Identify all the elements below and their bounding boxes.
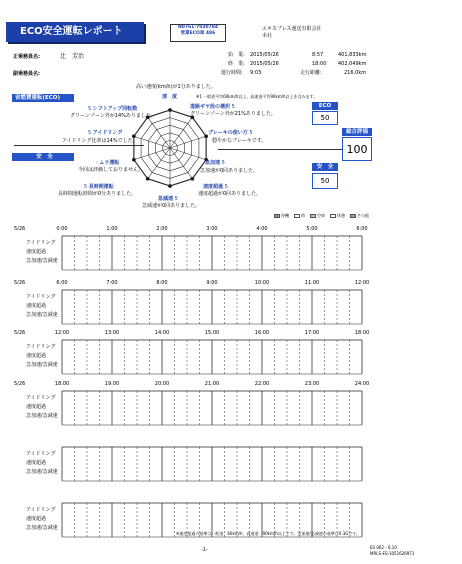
start-odometer: 401,833km [338, 52, 367, 58]
legend-item [350, 213, 369, 218]
radar-spoke [148, 117, 170, 148]
end-label: 終 業: [228, 61, 245, 67]
radar-point [168, 108, 171, 111]
timeline-hour-label: 3:00 [206, 226, 218, 232]
eco-section-tag: 省燃費運転(ECO) [12, 94, 74, 102]
footer-note: ※速度超過の基準は一般道：60km/h、高速道：90km/h以上です。急加速/急減速の基準は0.3Gです。 [176, 531, 360, 536]
report-title: ECO安全運転レポート [6, 22, 144, 42]
timeline-hour-label: 10:00 [254, 280, 270, 286]
timeline-hour-label: 6:00 [356, 226, 368, 232]
timeline-row-label: アイドリング [26, 294, 56, 300]
radar-point [146, 177, 149, 180]
timeline-hour-label: 12:00 [354, 280, 370, 286]
timeline-hour-label: 6:00 [56, 280, 68, 286]
timeline-hour-label: 4:00 [256, 226, 268, 232]
timeline-block [0, 437, 462, 483]
timeline-row-label: アイドリング [26, 240, 56, 246]
legend-label: 休憩 [337, 213, 345, 218]
timeline-hour-label: 5:00 [306, 226, 318, 232]
end-time: 18:00 [312, 61, 327, 67]
timeline-row-label: アイドリング [26, 451, 56, 457]
start-label: 始 業: [228, 52, 245, 58]
activity-legend [274, 213, 374, 218]
branch-name: 本社 [262, 33, 273, 39]
radar-comment-decel: 急減速が0回ありました。 [142, 203, 201, 209]
vehicle-name: 営業ECO車 486 [180, 31, 216, 36]
timeline-hour-label: 23:00 [304, 381, 320, 387]
timeline-hour-label: 18:00 [354, 330, 370, 336]
radar-label-speed: 速 度 [162, 94, 178, 100]
radar-spoke [148, 148, 170, 179]
timeline-hour-label: 17:00 [304, 330, 320, 336]
timeline-hour-label: 1:00 [106, 226, 118, 232]
timeline-row-label: 速度超過 [26, 249, 47, 255]
timeline-date: 5/26 [14, 330, 26, 336]
radar-spoke [170, 148, 192, 179]
company-name: エキスプレス運送有限会社 [262, 26, 322, 32]
safety-section-tag: 安 全 [12, 153, 74, 161]
timeline-row-label: 急加速/急減速 [26, 312, 58, 318]
safety-score-label: 安 全 [312, 163, 338, 171]
radar-comment-idling: アイドリング比率は14%でした。 [62, 138, 138, 144]
radar-label-overspeed: 速度超過 5 [203, 184, 228, 190]
timeline-hour-label: 21:00 [204, 381, 220, 387]
timeline-row-label: 急加速/急減速 [26, 525, 58, 531]
timeline-block [0, 226, 462, 272]
legend-swatch [350, 214, 356, 218]
eco-score-value: 50 [312, 111, 338, 125]
timeline-row-label: 速度超過 [26, 460, 47, 466]
legend-label: 荷 [301, 213, 305, 218]
timeline-row-label: 急加速/急減速 [26, 413, 58, 419]
radar-point [168, 184, 171, 187]
eco-score-label: ECO [312, 102, 338, 110]
timeline-row-label: アイドリング [26, 507, 56, 513]
radar-label-decel: 急減速 5 [158, 196, 178, 202]
radar-comment-overspeed: 速度超過が0回ありました。 [198, 191, 262, 197]
radar-spoke [134, 136, 170, 148]
sub-driver-label: 副乗務員名: [13, 71, 41, 77]
timeline-date: 5/26 [14, 381, 26, 387]
vehicle-info-box [170, 24, 226, 42]
timeline-row-label: 速度超過 [26, 353, 47, 359]
total-score-label: 総合評価 [342, 128, 372, 136]
total-score-value: 100 [342, 137, 372, 161]
start-date: 2015/05/26 [250, 52, 279, 58]
score-divider [218, 149, 342, 150]
radar-comment-accel: 急加速が0回ありました。 [200, 168, 259, 174]
legend-item [310, 213, 325, 218]
timeline-row-label: 速度超過 [26, 516, 47, 522]
radar-comment-gear: グリーンゾーン外が21%ありました。 [190, 111, 276, 117]
timeline-hour-label: 24:00 [354, 381, 370, 387]
radar-label-accel: 急加速 5 [205, 160, 225, 166]
start-time: 8:57 [312, 52, 324, 58]
radar-spoke [170, 136, 206, 148]
timeline-row-label: 急加速/急減速 [26, 362, 58, 368]
distance-label: 走行距離: [300, 70, 322, 76]
radar-comment-brake: 穏やかなブレーキです。 [212, 138, 267, 144]
timeline-row-label: 急加速/急減速 [26, 258, 58, 264]
radar-label-brake: ブレーキの使い方 5 [208, 130, 253, 136]
eco-divider [14, 145, 144, 146]
legend-swatch [274, 214, 280, 218]
distance: 216.0km [344, 70, 367, 76]
radar-comment-mura: 今回は評価しておりません。 [78, 167, 144, 173]
legend-label: その他 [357, 213, 369, 218]
radar-top-note: 高い速度(km/h)が1分ありました。 [136, 84, 216, 90]
timeline-hour-label: 9:00 [206, 280, 218, 286]
radar-label-mura: - ムラ運転 [96, 160, 120, 166]
timeline-row-label: アイドリング [26, 395, 56, 401]
timeline-grid [0, 280, 462, 326]
timeline-row-label: 速度超過 [26, 404, 47, 410]
timeline-hour-label: 2:00 [156, 226, 168, 232]
timeline-row-label: アイドリング [26, 344, 56, 350]
timeline-date: 5/26 [14, 226, 26, 232]
timeline-hour-label: 14:00 [154, 330, 170, 336]
timeline-hour-label: 22:00 [254, 381, 270, 387]
end-date: 2015/05/26 [250, 61, 279, 67]
radar-spoke [134, 148, 170, 160]
timeline-block [0, 330, 462, 376]
timeline-hour-label: 11:00 [304, 280, 320, 286]
timeline-block [0, 280, 462, 326]
radar-label-shift: 5 シフトアップ回転数 [88, 106, 138, 112]
legend-label: 空車 [317, 213, 325, 218]
legend-item [330, 213, 345, 218]
run-time-label: 運行時間: [221, 70, 243, 76]
radar-label-long-drive: 5 長時間運転 [84, 184, 114, 190]
timeline-date: 5/26 [14, 280, 26, 286]
safety-score-value: 50 [312, 173, 338, 189]
footer-code-1: ES 062 - 6.10 [370, 545, 397, 550]
radar-label-gear: 道路ギヤ段の選択 5 [190, 104, 235, 110]
timeline-row-label: 速度超過 [26, 303, 47, 309]
radar-comment-shift: グリーンゾーン外が14%ありました。 [70, 113, 156, 119]
driver-label: 正乗務員名: [13, 54, 41, 60]
radar-comment-long-drive: 長時間運転時間が0分ありました。 [58, 191, 137, 197]
end-odometer: 402,049km [338, 61, 367, 67]
driver-name: 辻 芳治 [60, 53, 85, 60]
timeline-hour-label: 0:00 [56, 226, 68, 232]
page-number: -1- [201, 547, 208, 553]
run-time: 9:03 [250, 70, 262, 76]
timeline-hour-label: 20:00 [154, 381, 170, 387]
timeline-hour-label: 12:00 [54, 330, 70, 336]
timeline-grid [0, 437, 462, 483]
timeline-hour-label: 7:00 [106, 280, 118, 286]
legend-label: 待機 [281, 213, 289, 218]
legend-item [294, 213, 305, 218]
radar-point [132, 158, 135, 161]
vehicle-number: N0761-7030784 [177, 25, 219, 30]
timeline-block [0, 381, 462, 427]
timeline-row-label: 急加速/急減速 [26, 469, 58, 475]
timeline-hour-label: 19:00 [104, 381, 120, 387]
radar-label-idling: 5 アイドリング [88, 130, 123, 136]
timeline-grid [0, 330, 462, 376]
legend-swatch [330, 214, 336, 218]
timeline-hour-label: 13:00 [104, 330, 120, 336]
footer-code-2: MRLS-ES-1051626971 [370, 551, 415, 556]
timeline-hour-label: 18:00 [54, 381, 70, 387]
radar-small-note: ※1 一般道平均60km/h以上、高速道平均90km/h以上を含みます。 [196, 94, 318, 99]
timeline-hour-label: 8:00 [156, 280, 168, 286]
legend-swatch [294, 214, 300, 218]
timeline-hour-label: 15:00 [204, 330, 220, 336]
timeline-grid [0, 381, 462, 427]
radar-spoke [170, 148, 206, 160]
radar-spoke [170, 117, 192, 148]
legend-item [274, 213, 289, 218]
timeline-hour-label: 16:00 [254, 330, 270, 336]
legend-swatch [310, 214, 316, 218]
timeline-grid [0, 226, 462, 272]
radar-point [191, 177, 194, 180]
